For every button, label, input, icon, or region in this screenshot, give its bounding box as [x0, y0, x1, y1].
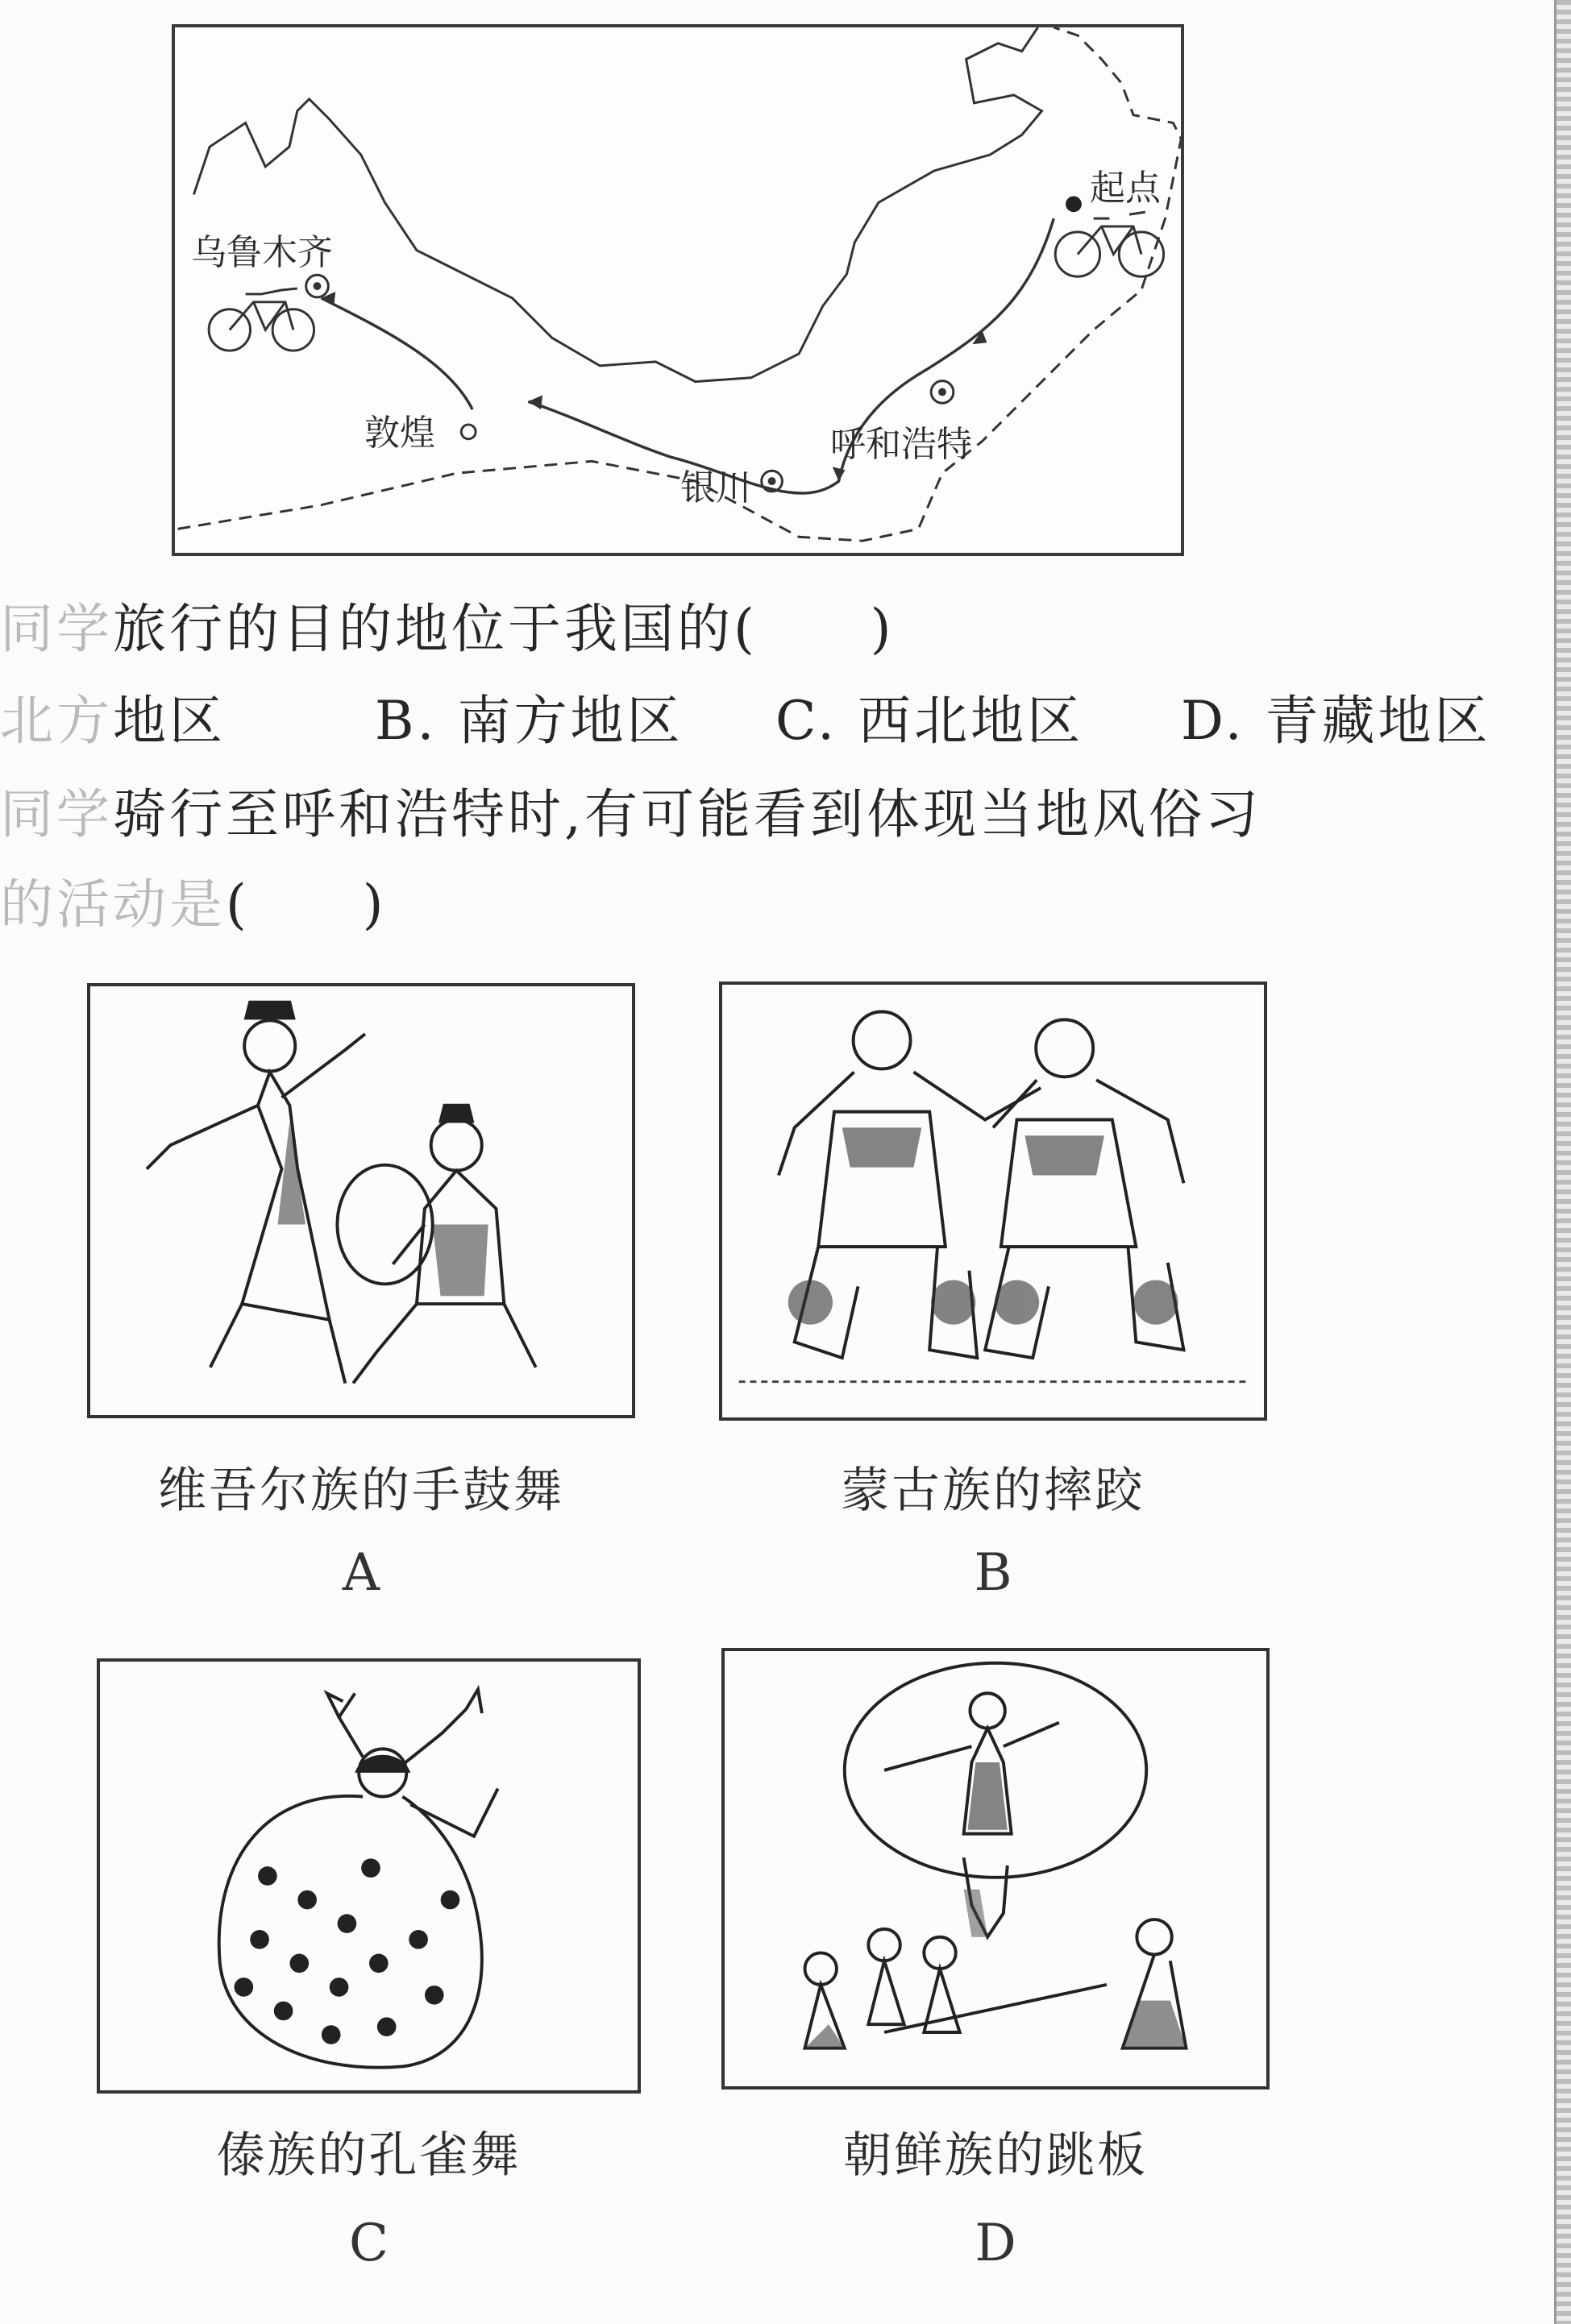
choice-a-image: [87, 983, 635, 1418]
choice-c-image: [97, 1658, 641, 2094]
choice-a-caption: 维吾尔族的手鼓舞: [158, 1463, 564, 1519]
choice-a-letter: A: [342, 1543, 380, 1603]
korean-seesaw-jumping-illustration: [725, 1651, 1266, 2086]
uyghur-tambourine-dance-illustration: [90, 986, 632, 1415]
bicycle-icon: [1055, 212, 1163, 276]
choice-c-letter: C: [349, 2214, 389, 2273]
start-point-marker: [1066, 196, 1082, 212]
mongolian-wrestling-illustration: [722, 985, 1264, 1417]
choice-b-letter: B: [974, 1543, 1012, 1603]
faded-text: 同学: [0, 598, 113, 660]
dunhuang-label: 敦煌: [364, 413, 435, 454]
choice-d-caption: 朝鲜族的跳板: [843, 2127, 1148, 2184]
question-1-text: 旅行的目的地位于我国的( ): [113, 598, 895, 660]
choice-b-image: [719, 981, 1267, 1421]
start-label: 起点: [1090, 168, 1161, 209]
route-map: [172, 24, 1184, 556]
option-b-text: B. 南方地区: [375, 690, 684, 752]
dunhuang-marker: [461, 425, 476, 439]
question-2-line-1: [0, 783, 1261, 845]
option-d-text: D. 青藏地区: [1181, 690, 1491, 752]
choice-d-image: [721, 1648, 1270, 2090]
map-outline-svg: [175, 27, 1181, 553]
route-arrow-head: [528, 395, 542, 409]
answer-blank: ( ): [226, 874, 387, 936]
choice-d-letter: D: [975, 2214, 1016, 2273]
option-a-text: 地区: [113, 690, 226, 752]
choice-b-caption: 蒙古族的摔跤: [841, 1463, 1145, 1519]
question-2-text: 骑行至呼和浩特时,有可能看到体现当地风俗习: [113, 783, 1261, 845]
northern-border-line: [193, 27, 1041, 382]
route-arrow-head: [321, 292, 335, 306]
page-binding-edge: [1556, 0, 1571, 2324]
route-arrow-head: [833, 467, 846, 481]
question-1-stem: [0, 598, 895, 660]
urumqi-label: 乌鲁木齐: [191, 232, 333, 273]
question-2-line-2: [0, 874, 387, 936]
hohhot-label: 呼和浩特: [830, 424, 972, 465]
dai-peacock-dance-illustration: [100, 1662, 638, 2090]
choice-c-caption: 傣族的孔雀舞: [216, 2127, 522, 2184]
faded-text: 的活动是: [0, 874, 226, 936]
option-c-text: C. 西北地区: [775, 690, 1084, 752]
faded-text: 北方: [0, 690, 113, 752]
yinchuan-label: 银川: [680, 467, 751, 508]
bicycle-icon: [209, 288, 314, 351]
faded-text: 同学: [0, 783, 113, 845]
